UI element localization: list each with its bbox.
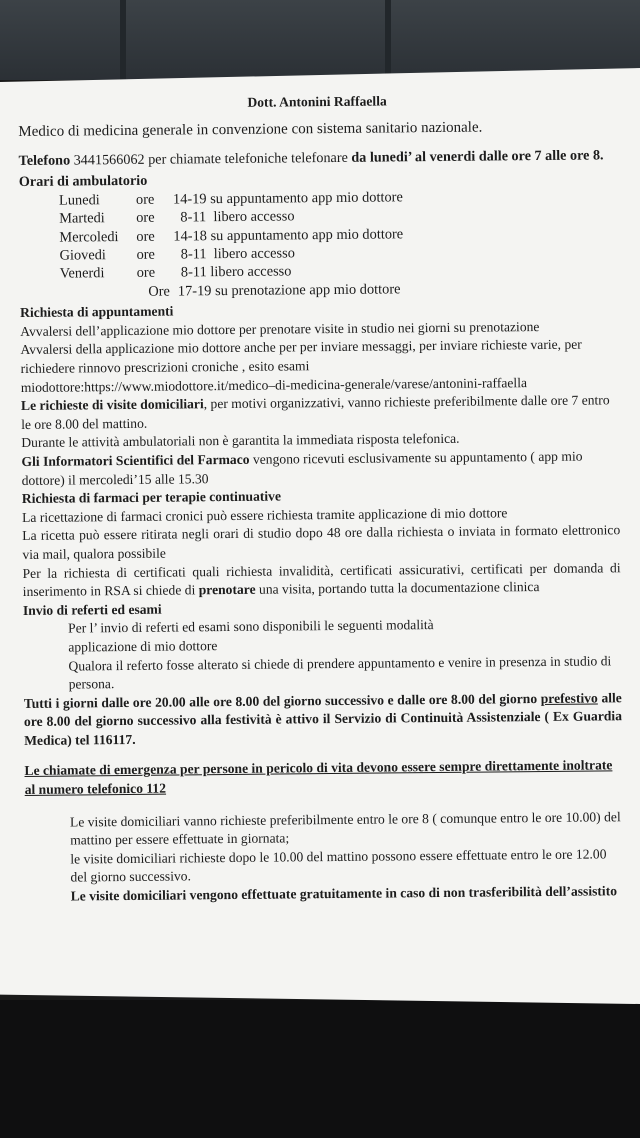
schedule-heading: Orari di ambulatorio [18, 172, 148, 191]
reports-text: Qualora il referto fosse alterato si chiede di prendere appuntamento e venire in presenza in studio di persona. [68, 652, 612, 692]
schedule-ore: ore [135, 191, 155, 208]
drugs-heading: Richiesta di farmaci per terapie continuative [21, 488, 282, 507]
phone-label: Telefono [18, 152, 71, 170]
certificates-paragraph [22, 559, 620, 602]
phone-notice: Durante le attività ambulatoriali non è garantita la immediata risposta telefonica. [21, 431, 460, 451]
continuity-text-end: alle ore 8.00 del giorno successivo alla festività è attivo il Servizio di Continuità Assistenziale ( Ex Guardia Medica) tel 116117. [23, 689, 623, 748]
visits-text: le visite domiciliari richieste dopo le 10.00 del mattino possono essere effettuate entro le ore 12.00 del giorno successivo. [70, 846, 607, 885]
schedule-ore: ore [136, 246, 155, 263]
drugs-text: La ricettazione di farmaci cronici può essere richiesta tramite applicazione di mio dottore [21, 505, 508, 525]
background-stripe [385, 0, 391, 80]
schedule-ore: ore [136, 265, 156, 282]
schedule-hours: 8-11 libero accesso [173, 245, 295, 263]
visits-text: Le visite domiciliari vanno richieste preferibilmente entro le ore 8 ( comunque entro le ore 10.00) del mattino per essere effettuate in giornata; [69, 808, 621, 848]
reports-heading: Invio di referti ed esami [22, 601, 162, 618]
phone-number: 3441566062 per chiamate telefoniche telefonare [70, 149, 352, 169]
schedule-hours: 17-19 su prenotazione app mio dottore [177, 281, 401, 300]
schedule-day: Martedi [59, 210, 105, 227]
schedule-ore: Ore [148, 283, 170, 300]
home-visits-label: Le richieste di visite domiciliari [20, 396, 204, 414]
document-body [18, 90, 624, 906]
drugs-text: La ricetta può essere ritirata negli orari di studio dopo 48 ore dalla richiesta o inviata in formato elettronico via mail, qualora possibile [22, 522, 621, 562]
reports-text: applicazione di mio dottore [68, 638, 218, 655]
reports-text: Per l’ invio di referti ed esami sono disponibili le seguenti modalità [68, 617, 434, 636]
doctor-name: Dott. Antonini Raffaella [247, 93, 387, 110]
schedule-ore: ore [136, 228, 155, 245]
informers-text: vengono ricevuti esclusivamente su appuntamento ( app mio dottore) il mercoledi’15 alle 15.30 [21, 448, 583, 488]
continuity-paragraph [24, 689, 623, 751]
continuity-text: Tutti i giorni dalle ore 20.00 alle ore 8.00 del giorno successivo e dalle ore 8.00 del giorno [23, 690, 541, 711]
home-visits-text: , per motivi organizzativi, vanno richieste preferibilmente dalle ore 7 entro le ore 8.00 del mattino. [21, 392, 610, 432]
informers-label: Gli Informatori Scientifici del Farmaco [21, 451, 250, 469]
certificates-bold: prenotare [198, 581, 256, 598]
appointments-text: Avvalersi dell’applicazione mio dottore per prenotare visite in studio nei giorni su prenotazione [20, 318, 540, 339]
schedule-day: Lunedi [58, 192, 100, 209]
doctor-description: Medico di medicina generale in convenzione con sistema sanitario nazionale. [18, 119, 483, 140]
emergency-notice: Le chiamate di emergenza per persone in pericolo di vita devono essere sempre direttamente inoltrate al numero telefonico 112 [24, 757, 613, 798]
background-top [0, 0, 640, 80]
informers-paragraph [21, 447, 619, 490]
schedule-hours: 8-11 libero accesso [173, 208, 295, 226]
certificates-text-end: una visita, portando tutta la documentazione clinica [255, 579, 540, 597]
visits-free-notice: Le visite domiciliari vengono effettuate gratuitamente in caso di non trasferibilità dell’assistito [70, 883, 618, 904]
continuity-underlined: prefestivo [540, 690, 598, 706]
background-stripe [120, 0, 126, 80]
schedule-day: Venerdi [59, 265, 105, 283]
home-visits-paragraph [21, 391, 619, 434]
schedule-hours: 14-19 su appuntamento app mio dottore [172, 189, 403, 208]
schedule-day: Mercoledi [59, 228, 119, 246]
certificates-text: Per la richiesta di certificati quali richiesta invalidità, certificati assicurativi, certificati per domanda di inserimento in RSA si chiede di [22, 559, 621, 600]
schedule-hours: 14-18 su appuntamento app mio dottore [173, 225, 404, 245]
schedule-day: Giovedi [59, 247, 106, 264]
phone-hours: da lunedi’ al venerdi dalle ore 7 alle ore 8. [351, 147, 604, 166]
schedule-row-extra [60, 278, 618, 302]
background-bottom [0, 1000, 640, 1138]
miodottore-link: miodottore:https://www.miodottore.it/medico–di-medicina-generale/varese/antonini-raffaella [20, 374, 528, 395]
schedule-table [59, 186, 618, 302]
schedule-hours: 8-11 libero accesso [173, 263, 292, 281]
appointments-heading: Richiesta di appuntamenti [20, 303, 174, 321]
appointments-text: Avvalersi della applicazione mio dottore anche per per inviare messaggi, per inviare richieste varie, per richiedere rinnovo prescrizioni croniche , esito esami [20, 337, 582, 376]
schedule-ore: ore [136, 209, 155, 227]
